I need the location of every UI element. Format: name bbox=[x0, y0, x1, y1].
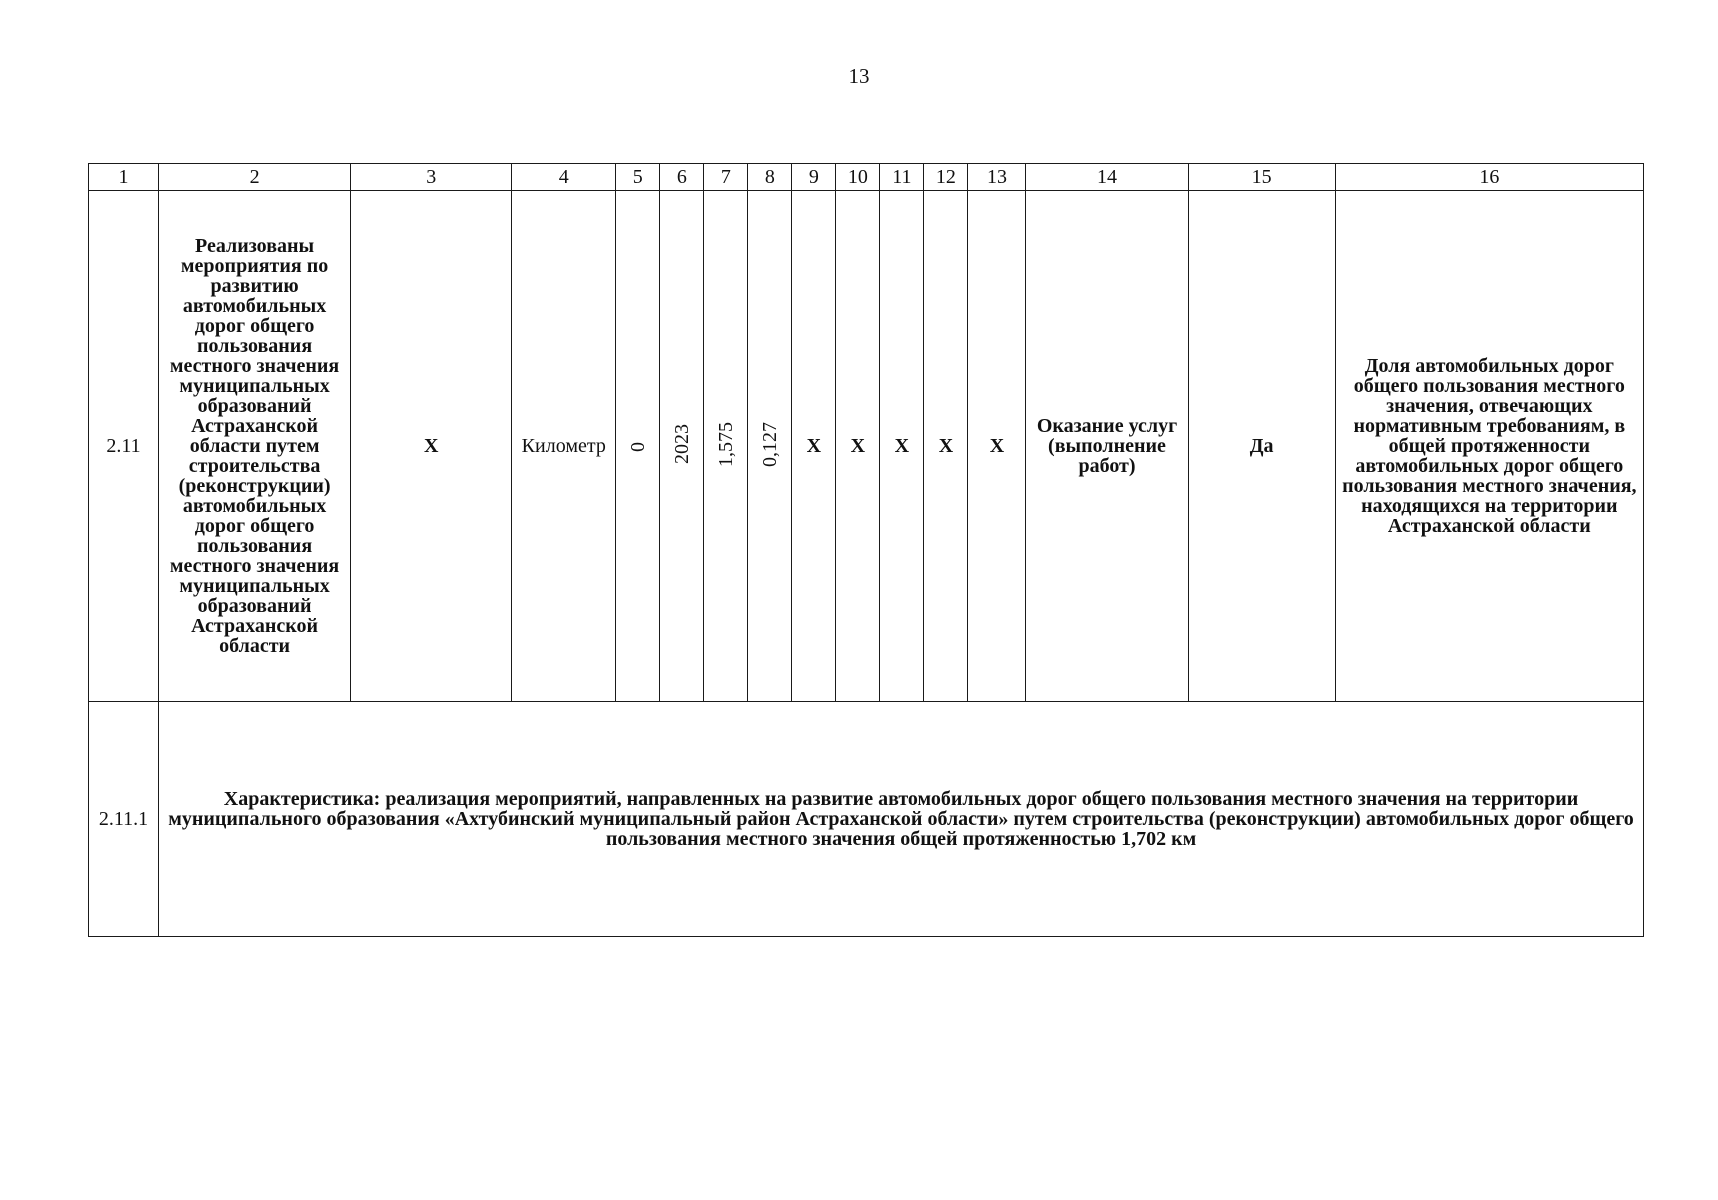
header-cell: 5 bbox=[616, 164, 660, 191]
header-cell: 3 bbox=[351, 164, 512, 191]
header-cell: 16 bbox=[1335, 164, 1643, 191]
row-description: Реализованы мероприятия по развитию автомобильных дорог общего пользования местного значения муниципальных образований Астраханской области путем строительства (реконструкции) автомобильных дорог общего пользования местного значения муниципальных образований Астраханской области bbox=[159, 191, 351, 702]
header-cell: 11 bbox=[880, 164, 924, 191]
table-row bbox=[89, 191, 1644, 702]
col7-value: 1,575 bbox=[714, 421, 737, 467]
header-cell: 13 bbox=[968, 164, 1026, 191]
col10-value: X bbox=[836, 191, 880, 702]
col8-value: 0,127 bbox=[758, 421, 781, 467]
header-cell: 7 bbox=[704, 164, 748, 191]
col6-cell bbox=[660, 191, 704, 702]
page-number: 13 bbox=[848, 64, 870, 88]
measures-table bbox=[88, 163, 1644, 937]
header-cell: 12 bbox=[924, 164, 968, 191]
unit-cell: Километр bbox=[512, 191, 616, 702]
col6-value: 2023 bbox=[670, 424, 693, 464]
header-cell: 15 bbox=[1188, 164, 1335, 191]
col9-value: X bbox=[792, 191, 836, 702]
col13-value: X bbox=[968, 191, 1026, 702]
indicator-description: Доля автомобильных дорог общего пользования местного значения, отвечающих нормативным требованиям, в общей протяженности автомобильных дорог общего пользования местного значения, находящихся на территории Астраханской области bbox=[1335, 191, 1643, 702]
header-cell: 2 bbox=[159, 164, 351, 191]
header-cell: 14 bbox=[1026, 164, 1188, 191]
col3-value: X bbox=[351, 191, 512, 702]
header-cell: 9 bbox=[792, 164, 836, 191]
service-type: Оказание услуг (выполнение работ) bbox=[1026, 191, 1188, 702]
characteristic-number: 2.11.1 bbox=[89, 702, 159, 937]
row-number: 2.11 bbox=[89, 191, 159, 702]
header-cell: 6 bbox=[660, 164, 704, 191]
col15-value: Да bbox=[1188, 191, 1335, 702]
col8-cell bbox=[748, 191, 792, 702]
col12-value: X bbox=[924, 191, 968, 702]
header-cell: 8 bbox=[748, 164, 792, 191]
col5-cell bbox=[616, 191, 660, 702]
characteristic-text: Характеристика: реализация мероприятий, направленных на развитие автомобильных дорог общего пользования местного значения на территории муниципального образования «Ахтубинский муниципальный район Астраханской области» путем строительства (реконструкции) автомобильных дорог общего пользования местного значения общей протяженностью 1,702 км bbox=[159, 702, 1644, 937]
header-cell: 1 bbox=[89, 164, 159, 191]
header-cell: 4 bbox=[512, 164, 616, 191]
col11-value: X bbox=[880, 191, 924, 702]
header-cell: 10 bbox=[836, 164, 880, 191]
col7-cell bbox=[704, 191, 748, 702]
col5-value: 0 bbox=[626, 442, 649, 452]
header-row bbox=[89, 164, 1644, 191]
characteristic-row bbox=[89, 702, 1644, 937]
